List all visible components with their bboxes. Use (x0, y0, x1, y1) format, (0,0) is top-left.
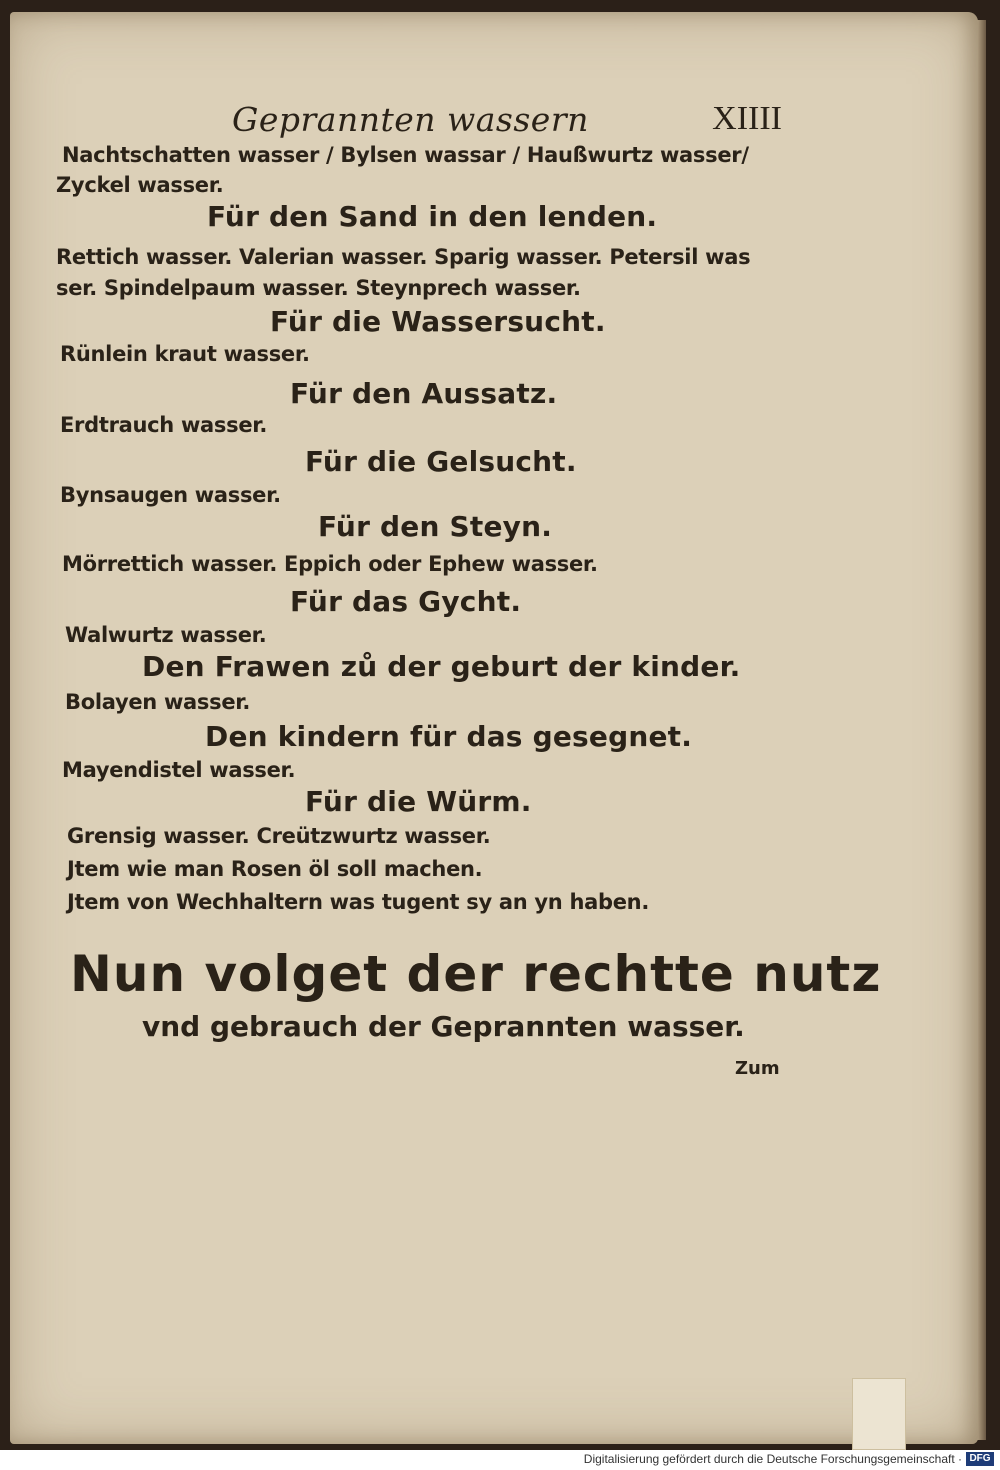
funding-notice: Digitalisierung gefördert durch die Deutsche Forschungsgemeinschaft · (583, 1452, 962, 1466)
section-heading: Für den Steyn. (318, 510, 553, 543)
text-line: Rettich wasser. Valerian wasser. Sparig wasser. Petersil was (56, 245, 751, 269)
text-line: Mörrettich wasser. Eppich oder Ephew wasser. (62, 552, 598, 576)
text-line: Bynsaugen wasser. (60, 483, 281, 507)
section-heading: Für die Gelsucht. (305, 445, 577, 478)
section-heading: Für die Würm. (305, 785, 532, 818)
section-heading: Für den Aussatz. (290, 377, 558, 410)
closing-subline: vnd gebrauch der Geprannten wasser. (142, 1010, 745, 1043)
text-line: Mayendistel wasser. (62, 758, 296, 782)
text-line: Zyckel wasser. (56, 173, 224, 197)
closing-headline: Nun volget der rechtte nutz (70, 945, 882, 1003)
section-heading: Den Frawen zů der geburt der kinder. (142, 650, 741, 683)
section-heading: Für das Gycht. (290, 585, 522, 618)
section-heading: Den kindern für das gesegnet. (205, 720, 693, 753)
catchword: Zum (735, 1058, 780, 1079)
running-header (232, 100, 782, 140)
text-line: Nachtschatten wasser / Bylsen wassar / Haußwurtz wasser/ (62, 143, 749, 167)
section-heading: Für den Sand in den lenden. (207, 200, 658, 233)
text-line: Rünlein kraut wasser. (60, 342, 310, 366)
running-title: Geprannten wassern (232, 100, 589, 139)
text-line: Jtem von Wechhaltern was tugent sy an yn haben. (67, 890, 649, 914)
text-line: Bolayen wasser. (65, 690, 251, 714)
dfg-logo: DFG (966, 1452, 994, 1466)
text-line: Grensig wasser. Creützwurtz wasser. (67, 824, 491, 848)
text-line: Walwurtz wasser. (65, 623, 267, 647)
text-line: Jtem wie man Rosen öl soll machen. (67, 857, 483, 881)
section-heading: Für die Wassersucht. (270, 305, 606, 338)
footer-bar (0, 1450, 1000, 1470)
text-line: Erdtrauch wasser. (60, 413, 268, 437)
folio-number: XIIII (712, 100, 782, 137)
text-line: ser. Spindelpaum wasser. Steynprech wasser. (56, 276, 581, 300)
paper-tab (852, 1378, 906, 1450)
